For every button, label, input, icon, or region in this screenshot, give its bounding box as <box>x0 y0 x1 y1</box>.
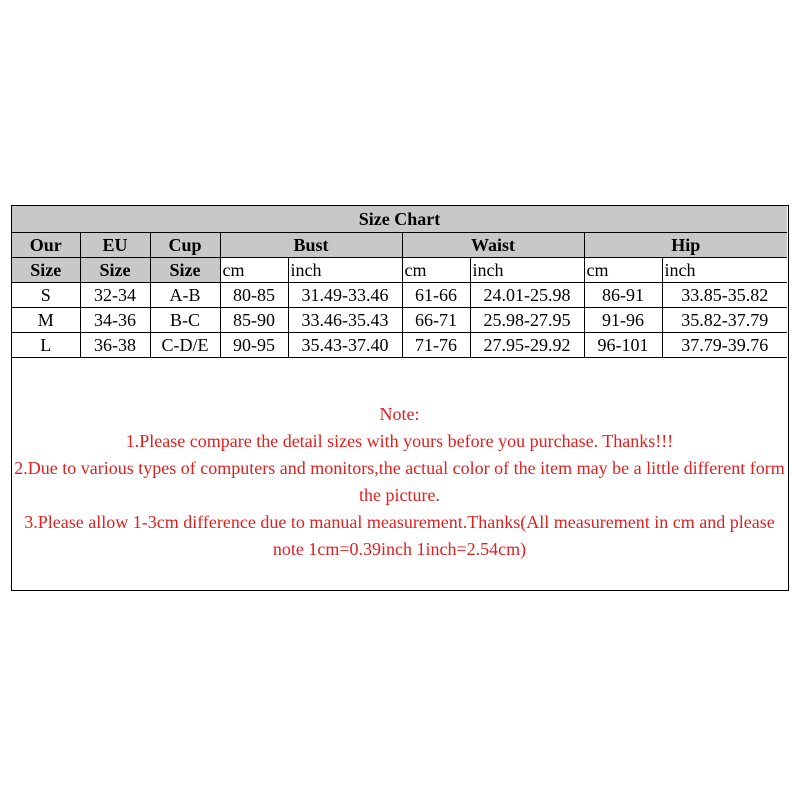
notes-section <box>12 401 787 563</box>
cell-waist-inch: 27.95-29.92 <box>470 333 584 358</box>
size-chart-table <box>12 206 787 358</box>
notes-heading: Note: <box>379 404 420 424</box>
cell-hip-inch: 35.82-37.79 <box>662 308 787 333</box>
cell-bust-inch: 35.43-37.40 <box>288 333 402 358</box>
header-cup-size-top: Cup <box>150 233 220 258</box>
header-cup-size-bottom: Size <box>150 258 220 283</box>
header-bust-inch: inch <box>288 258 402 283</box>
cell-cup-size: B-C <box>150 308 220 333</box>
cell-eu-size: 36-38 <box>80 333 150 358</box>
header-row-bottom <box>12 258 787 283</box>
cell-waist-cm: 66-71 <box>402 308 470 333</box>
header-eu-size-top: EU <box>80 233 150 258</box>
table-row <box>12 333 787 358</box>
cell-bust-inch: 33.46-35.43 <box>288 308 402 333</box>
header-eu-size-bottom: Size <box>80 258 150 283</box>
cell-bust-cm: 80-85 <box>220 283 288 308</box>
cell-our-size: L <box>12 333 80 358</box>
header-our-size-top: Our <box>12 233 80 258</box>
header-hip-inch: inch <box>662 258 787 283</box>
header-row-top <box>12 233 787 258</box>
note-line-2: 2.Due to various types of computers and monitors,the actual color of the item may be a little different form the picture. <box>14 458 785 505</box>
cell-hip-cm: 86-91 <box>584 283 662 308</box>
table-row <box>12 308 787 333</box>
table-row <box>12 283 787 308</box>
header-hip-cm: cm <box>584 258 662 283</box>
cell-hip-cm: 96-101 <box>584 333 662 358</box>
cell-our-size: S <box>12 283 80 308</box>
table-title: Size Chart <box>12 206 787 233</box>
cell-waist-inch: 24.01-25.98 <box>470 283 584 308</box>
header-waist: Waist <box>402 233 584 258</box>
size-chart-frame <box>11 205 789 591</box>
cell-waist-cm: 61-66 <box>402 283 470 308</box>
cell-cup-size: C-D/E <box>150 333 220 358</box>
cell-hip-inch: 37.79-39.76 <box>662 333 787 358</box>
header-bust: Bust <box>220 233 402 258</box>
cell-eu-size: 32-34 <box>80 283 150 308</box>
cell-waist-inch: 25.98-27.95 <box>470 308 584 333</box>
header-our-size-bottom: Size <box>12 258 80 283</box>
header-bust-cm: cm <box>220 258 288 283</box>
header-hip: Hip <box>584 233 787 258</box>
cell-bust-cm: 85-90 <box>220 308 288 333</box>
title-row <box>12 206 787 233</box>
cell-our-size: M <box>12 308 80 333</box>
header-waist-inch: inch <box>470 258 584 283</box>
cell-waist-cm: 71-76 <box>402 333 470 358</box>
header-waist-cm: cm <box>402 258 470 283</box>
cell-eu-size: 34-36 <box>80 308 150 333</box>
cell-bust-cm: 90-95 <box>220 333 288 358</box>
cell-cup-size: A-B <box>150 283 220 308</box>
cell-hip-inch: 33.85-35.82 <box>662 283 787 308</box>
note-line-1: 1.Please compare the detail sizes with yours before you purchase. Thanks!!! <box>125 431 674 451</box>
note-line-3: 3.Please allow 1-3cm difference due to manual measurement.Thanks(All measurement in cm and please note 1cm=0.39inch 1inch=2.54cm) <box>24 512 775 559</box>
cell-bust-inch: 31.49-33.46 <box>288 283 402 308</box>
cell-hip-cm: 91-96 <box>584 308 662 333</box>
